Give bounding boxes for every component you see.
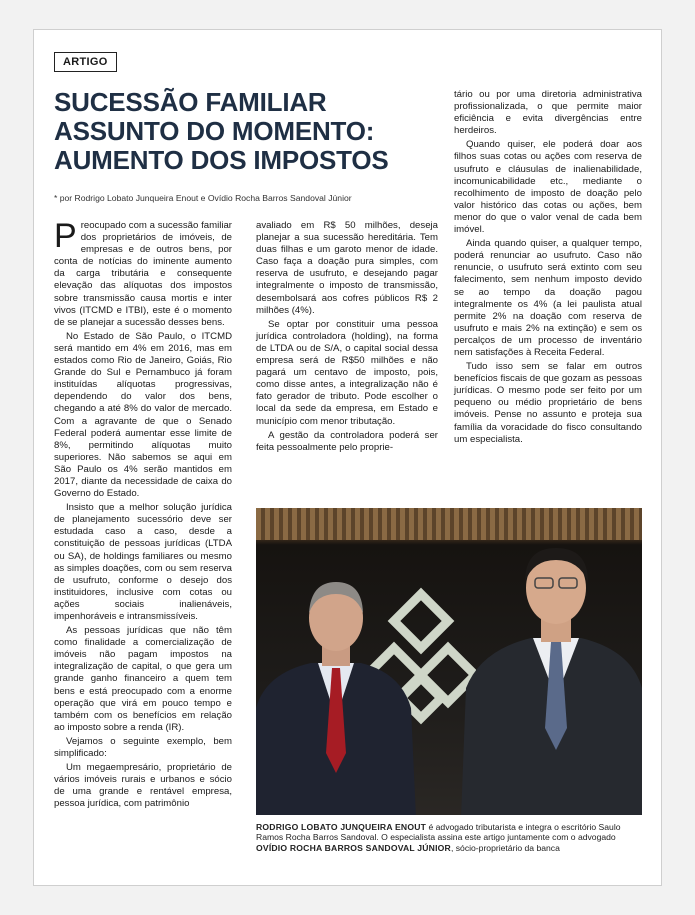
caption-name-1: RODRIGO LOBATO JUNQUEIRA ENOUT [256, 822, 427, 832]
paragraph: Quando quiser, ele poderá doar aos filhos suas cotas ou ações com reserva de usufruto e cláusulas de inalienabilidade, incomunicabilidade etc., mediante o recolhimento de imposto de doação pelo valor histórico das cotas ou ações, bem menor do que o valor venal de cada bem imóvel. [454, 139, 642, 236]
article-title [54, 88, 454, 175]
caption-name-2: OVÍDIO ROCHA BARROS SANDOVAL JÚNIOR [256, 842, 451, 853]
paragraph: Ainda quando quiser, a qualquer tempo, poderá renunciar ao usufruto. Caso não renuncie, o usufruto será extinto com seu falecimento, sem nenhum imposto devido se ao tempo da doação pagou integralmente os 4% (a lei paulista atual permite 2% na doação com reserva de usufruto e mais 2% na extinção) e sem os percalços de um processo de inventário nem satisfações à Receita Federal. [454, 238, 642, 358]
paragraph: A gestão da controladora poderá ser feita pessoalmente pelo proprie- [256, 429, 438, 453]
paragraph: Se optar por constituir uma pessoa jurídica controladora (holding), na forma de LTDA ou de S/A, o capital social dessa empresa será de R$50 milhões e não pagará um centavo de imposto, pois, como disse antes, a integralização não é fato gerador de tributo. Pode escolher o local da sede da empresa, em Estado e município com menor tributação. [256, 318, 438, 427]
paragraph: avaliado em R$ 50 milhões, deseja planejar a sua sucessão hereditária. Tem duas filhas e um garoto menor de idade. Caso faça a doação pura simples, com reserva de usufruto, e desejando pagar integralmente o imposto de transmissão, desembolsará aos cofres públicos R$ 2 milhões (4%). [256, 220, 438, 316]
column-3 [454, 89, 642, 448]
article-page [33, 29, 662, 886]
caption-text-2: , sócio-proprietário da banca [450, 842, 560, 853]
drop-cap: P [54, 217, 77, 255]
section-tag: ARTIGO [54, 52, 117, 72]
column-1 [54, 217, 232, 813]
column-2 [256, 220, 438, 456]
byline: * por Rodrigo Lobato Junqueira Enout e Ovídio Rocha Barros Sandoval Júnior [54, 193, 352, 203]
photo-caption [256, 822, 642, 853]
person-left-figure [256, 568, 416, 815]
authors-photo [256, 508, 642, 815]
title-line-1: SUCESSÃO FAMILIAR [54, 87, 327, 117]
paragraph: No Estado de São Paulo, o ITCMD será mantido em 4% em 2016, mas em estados como Rio de Janeiro, Goiás, Rio Grande do Sul e Pernambuco já foram instituídas alíquotas progressivas, dependendo do valor dos bens, chegando a até 8% do valor de mercado. Com a agravante de que o Senado Federal poderá aumentar esse limite de 8%, permitindo alíquotas muito superiores. Não sabemos se aqui em São Paulo os 4% serão mantidos em 2017, diante da necessidade de caixa do Governo do Estado. [54, 330, 232, 500]
paragraph: Vejamos o seguinte exemplo, bem simplificado: [54, 735, 232, 760]
paragraph: tário ou por uma diretoria administrativa profissionalizada, o que permite maior eficiência e evita divergências entre herdeiros. [454, 89, 642, 137]
wood-slats [256, 508, 642, 540]
title-line-2: ASSUNTO DO MOMENTO: [54, 116, 375, 146]
paragraph: Preocupado com a sucessão familiar dos proprietários de imóveis, de empresas e de outros bens, por conta de notícias do iminente aumento da carga tributária e consequente elevação das alíquotas dos impostos sobre transmissão causa mortis e inter vivos (ITCMD e ITBI), este é o momento de se planejar a sucessão desses bens. [54, 217, 232, 328]
caption-text-1: é advogado tributarista e integra o escritório Saulo Ramos Rocha Barros Sandoval. O especialista assina este artigo juntamente com o advogado [256, 822, 621, 843]
person-right-figure [461, 538, 642, 815]
paragraph: Tudo isso sem se falar em outros benefícios fiscais de que gozam as pessoas jurídicas. O mesmo pode ser feito por um pequeno ou médio proprietário de bens imóveis. Pense no assunto e proteja sua família da voracidade do fisco consultando um especialista. [454, 361, 642, 445]
paragraph: As pessoas jurídicas que não têm como finalidade a comercialização de imóveis não pagam impostos na integralização de capital, o que gera um grande ganho financeiro a quem tem bens e está preocupado com a enorme operação que virá em pouco tempo e também com os benefícios em relação ao imposto sobre a renda (IR). [54, 625, 232, 733]
paragraph: Insisto que a melhor solução jurídica de planejamento sucessório deve ser estudada caso a caso, desde a constituição de pessoas jurídicas (LTDA ou SA), de holdings familiares ou mesmo as simples doações, com ou sem reserva de usufruto, conforme o desejo dos instituidores, inclusive com cotas ou ações sociais inalienáveis, impenhoráveis e intransmissíveis. [54, 502, 232, 622]
paragraph: Um megaempresário, proprietário de vários imóveis rurais e urbanos e sócio de uma grande e rentável empresa, pessoa jurídica, com patrimônio [54, 762, 232, 810]
title-line-3: AUMENTO DOS IMPOSTOS [54, 145, 389, 175]
